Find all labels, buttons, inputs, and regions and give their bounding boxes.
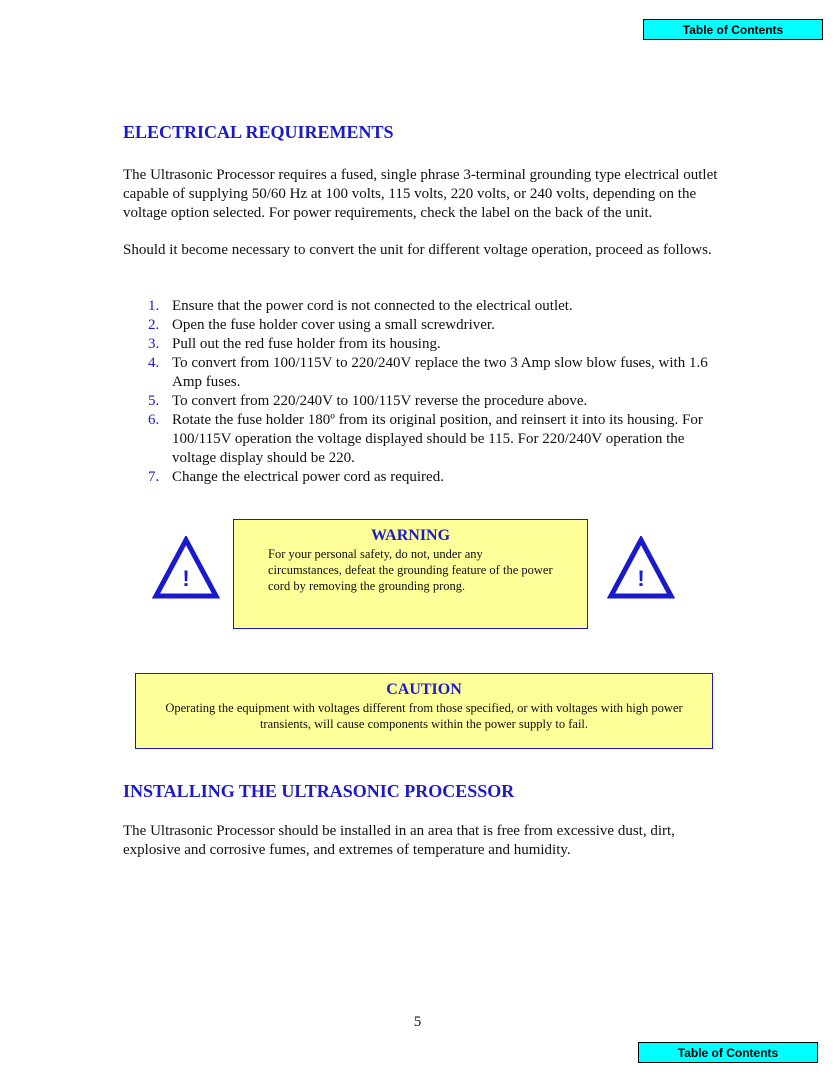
list-item [145,468,710,487]
step-number: 3. [148,336,160,352]
electrical-requirements-paragraph: The Ultrasonic Processor requires a fused, single phrase 3-terminal grounding type electrical outlet capable of supplying 50/60 Hz at 100 volts, 115 volts, 220 volts, or 240 volts, depending on the voltage option selected. For power requirements, check the label on the back of the unit. [123,167,718,221]
warning-notice [233,519,588,629]
step-number: 2. [148,317,160,333]
warning-text: For your personal safety, do not, under any circumstances, defeat the grounding feature of the power cord by removing the grounding prong. [268,547,553,593]
step-number: 5. [148,393,160,409]
list-item [145,297,710,316]
installing-paragraph: The Ultrasonic Processor should be installed in an area that is free from excessive dust, dirt, explosive and corrosive fumes, and extremes of temperature and humidity. [123,823,675,858]
step-text: Open the fuse holder cover using a small screwdriver. [172,317,495,333]
step-number: 4. [148,355,160,371]
step-number: 7. [148,469,160,485]
list-item [145,316,710,335]
step-text: Pull out the red fuse holder from its housing. [172,336,441,352]
page-number: 5 [413,1014,422,1030]
step-text: To convert from 100/115V to 220/240V replace the two 3 Amp slow blow fuses, with 1.6 Amp fuses. [172,355,708,390]
step-number: 6. [148,412,160,428]
table-of-contents-button-top[interactable]: Table of Contents [643,19,823,40]
section-title-installing: INSTALLING THE ULTRASONIC PROCESSOR [123,781,515,801]
list-item [145,392,710,411]
table-of-contents-button-bottom[interactable]: Table of Contents [638,1042,818,1063]
warning-triangle-icon [607,536,675,600]
step-text: Change the electrical power cord as required. [172,469,444,485]
exclamation-mark: ! [182,566,190,591]
step-number: 1. [148,298,160,314]
exclamation-mark: ! [637,566,645,591]
step-text: Rotate the fuse holder 180º from its original position, and reinsert it into its housing. For 100/115V operation the voltage displayed should be 115. For 220/240V operation the voltage display should be 220. [172,412,703,466]
caution-title: CAUTION [386,681,462,698]
step-text: Ensure that the power cord is not connected to the electrical outlet. [172,298,573,314]
list-item [145,411,710,468]
section-title-electrical-requirements: ELECTRICAL REQUIREMENTS [123,122,394,142]
list-item [145,335,710,354]
caution-notice [135,673,713,749]
warning-title: WARNING [370,527,451,544]
list-item [145,354,710,392]
caution-text: Operating the equipment with voltages different from those specified, or with voltages with high power transients, will cause components within the power supply to fail. [165,701,683,731]
voltage-conversion-steps [145,297,710,487]
warning-triangle-icon [152,536,220,600]
voltage-conversion-intro: Should it become necessary to convert the unit for different voltage operation, proceed as follows. [123,242,712,258]
step-text: To convert from 220/240V to 100/115V reverse the procedure above. [172,393,588,409]
